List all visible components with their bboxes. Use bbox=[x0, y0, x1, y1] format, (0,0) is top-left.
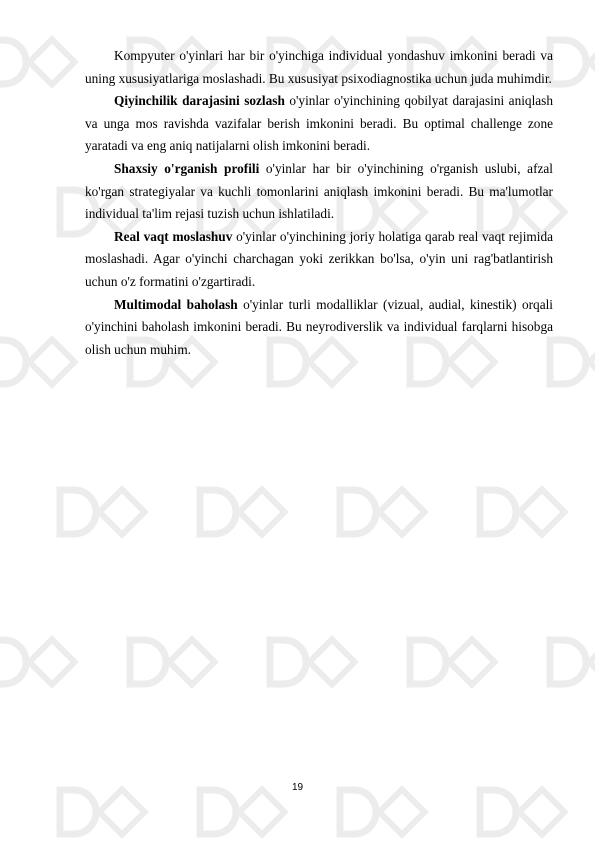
paragraph-lead: Multimodal baholash bbox=[114, 296, 238, 312]
watermark-mark bbox=[550, 339, 595, 384]
paragraph-text: o'yinlar har bir o'yinchining o'rganish uslubi, afzal ko'rgan strategiyalar va kuchli tomonlarini aniqlash imkonini beradi. Bu ma'lumotlar individual ta'lim rejasi tuzish uchun ishlatiladi. bbox=[85, 160, 554, 222]
watermark-mark bbox=[340, 489, 425, 534]
watermark-mark bbox=[410, 639, 495, 684]
paragraph-text: Kompyuter o'yinlari har bir o'yinchiga individual yondashuv imkonini beradi va uning xususiyatlariga moslashadi. Bu xususiyat psixodiagnostika uchun juda muhimdir. bbox=[85, 48, 553, 86]
watermark-mark bbox=[270, 639, 355, 684]
watermark-mark bbox=[60, 789, 145, 834]
paragraph-multimodal bbox=[85, 294, 553, 362]
paragraph-difficulty bbox=[85, 90, 553, 158]
paragraph-real-time bbox=[85, 226, 553, 294]
paragraph-text: o'yinlar o'yinchining joriy holatiga qarab real vaqt rejimida moslashadi. Agar o'yinchi charchagan yoki zerikkan bo'lsa, o'yin uni rag'batlantirish uchun o'z formatini o'zgartiradi. bbox=[85, 228, 553, 289]
paragraph-intro bbox=[85, 45, 553, 90]
document-body bbox=[85, 45, 553, 361]
watermark-mark bbox=[0, 39, 75, 84]
paragraph-text: o'yinlar turli modalliklar (vizual, audial, kinestik) orqali o'yinchini baholash imkonini beradi. Bu neyrodiverslik va individual farqlarni hisobga olish uchun muhim. bbox=[85, 296, 553, 357]
watermark-mark bbox=[480, 489, 565, 534]
watermark-mark bbox=[0, 639, 75, 684]
watermark-mark bbox=[480, 789, 565, 834]
watermark-mark bbox=[550, 39, 595, 84]
paragraph-learning-profile bbox=[85, 158, 553, 226]
watermark-mark bbox=[200, 789, 285, 834]
watermark-mark bbox=[60, 489, 145, 534]
watermark-mark bbox=[200, 489, 285, 534]
watermark-mark bbox=[340, 789, 425, 834]
paragraph-lead: Real vaqt moslashuv bbox=[114, 228, 233, 244]
paragraph-text: o'yinlar o'yinchining qobilyat darajasini aniqlash va unga mos ravishda vazifalar berish imkonini beradi. Bu optimal challenge zone yaratadi va eng aniq natijalarni olish imkonini beradi. bbox=[85, 93, 553, 154]
paragraph-lead: Qiyinchilik darajasini sozlash bbox=[114, 93, 285, 109]
watermark-mark bbox=[550, 639, 595, 684]
paragraph-lead: Shaxsiy o'rganish profili bbox=[114, 160, 260, 176]
page-number: 19 bbox=[291, 782, 304, 793]
watermark-mark bbox=[130, 639, 215, 684]
watermark-mark bbox=[0, 339, 75, 384]
